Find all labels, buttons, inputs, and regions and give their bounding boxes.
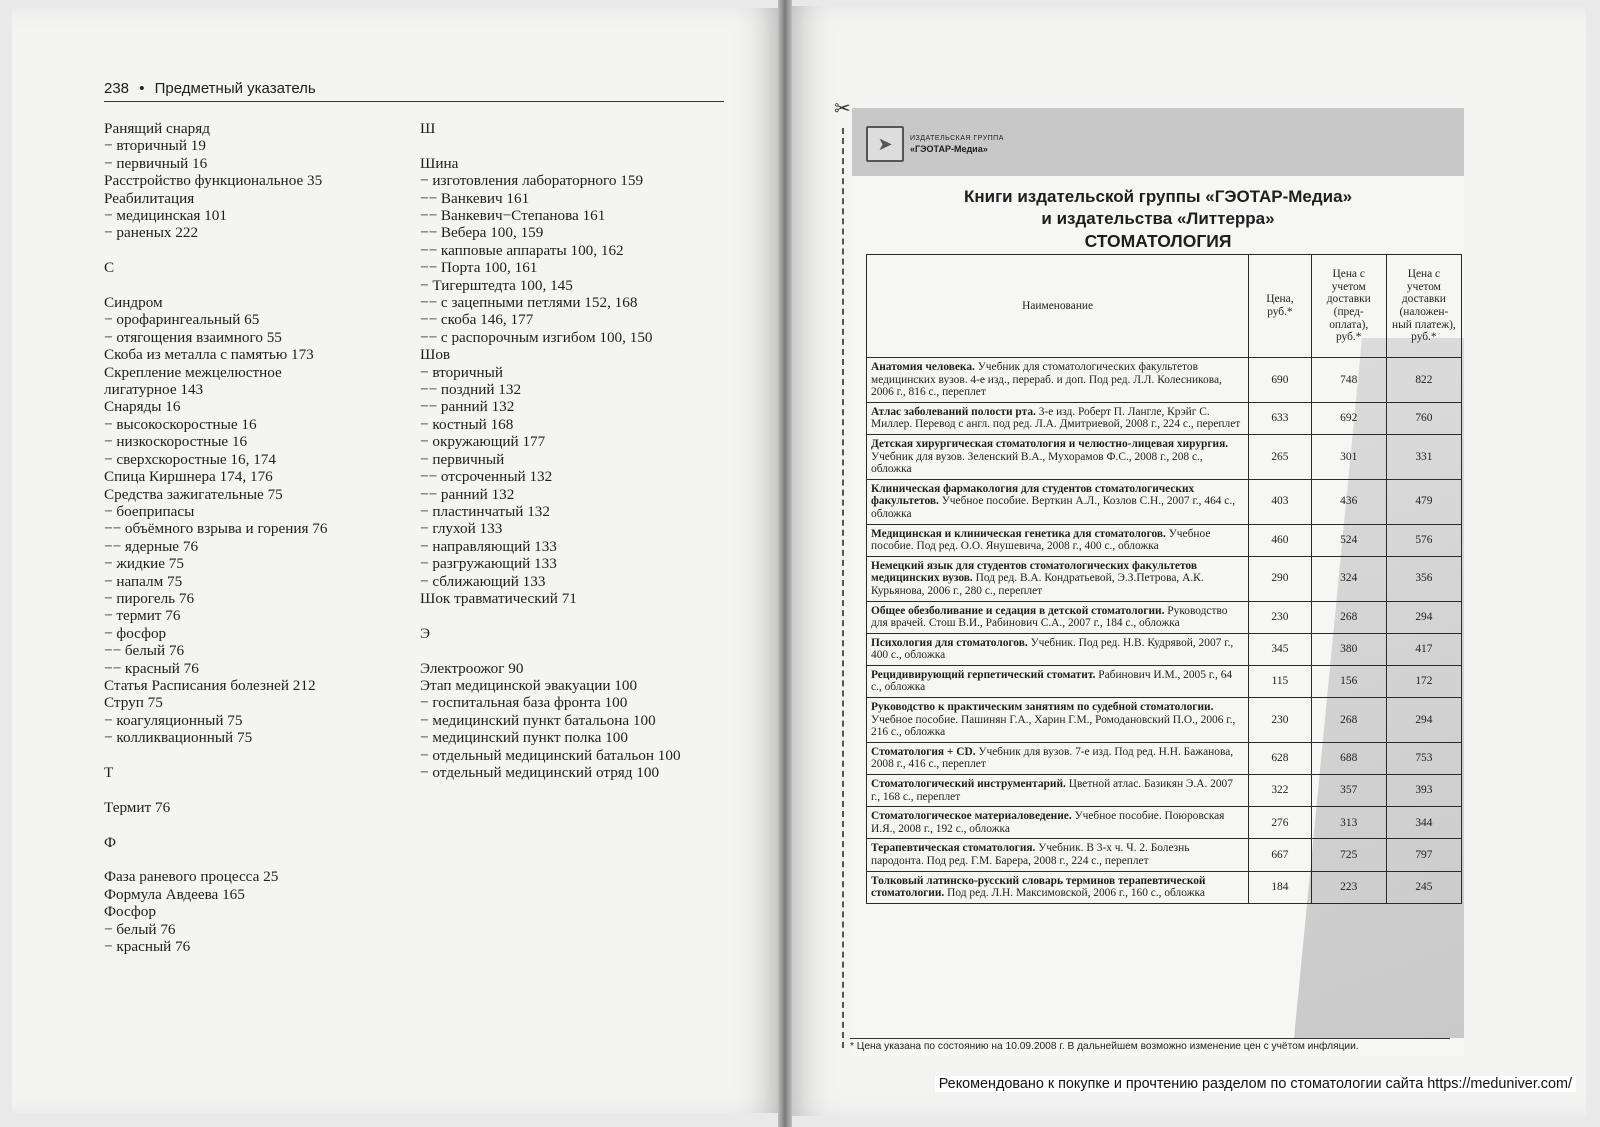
section-letter: Т <box>104 763 114 781</box>
index-entry: − красный 76 <box>104 938 191 955</box>
index-entry: − отдельный медицинский батальон 100 <box>420 746 681 764</box>
book-title: Терапевтическая стоматология. <box>871 842 1036 855</box>
index-entry: лигатурное 143 <box>104 381 204 399</box>
book-description <box>867 807 1249 839</box>
book-price-cod: 294 <box>1386 601 1461 633</box>
book-price-cod: 344 <box>1386 807 1461 839</box>
book-description <box>867 839 1249 871</box>
index-entry: −− ядерные 76 <box>104 537 199 555</box>
book-description <box>867 556 1249 601</box>
index-entry: − напалм 75 <box>104 572 183 590</box>
bullet: • <box>139 80 145 97</box>
index-entry: − вторичный <box>420 363 504 381</box>
section-letter: С <box>104 259 115 277</box>
book-description <box>867 665 1249 697</box>
book-title: Руководство к практическим занятиям по судебной стоматологии. <box>871 701 1214 714</box>
spacer <box>104 816 414 833</box>
book-description <box>867 434 1249 479</box>
index-entry: − медицинский пункт батальона 100 <box>420 711 656 729</box>
index-entry: −− с распорочным изгибом 100, 150 <box>420 328 653 346</box>
book-row <box>867 524 1462 556</box>
site-watermark: Рекомендовано к покупке и прочтению разделом по стоматологии сайта https://meduniver.com/ <box>935 1076 1576 1092</box>
book-row <box>867 665 1462 697</box>
book-price-prepaid: 268 <box>1311 601 1386 633</box>
index-column-left <box>104 120 414 955</box>
index-entry: Этап медицинской эвакуации 100 <box>420 676 638 694</box>
book-price: 230 <box>1249 601 1311 633</box>
book-price-cod: 356 <box>1386 556 1461 601</box>
index-entry: − термит 76 <box>104 607 181 625</box>
publisher-logo <box>866 126 1004 162</box>
index-entry: Шов <box>420 346 451 364</box>
index-entry: −− Вебера 100, 159 <box>420 224 544 242</box>
book-price: 184 <box>1249 871 1311 903</box>
book-price-cod: 245 <box>1386 871 1461 903</box>
book-price-prepaid: 357 <box>1311 775 1386 807</box>
book-price-prepaid: 268 <box>1311 698 1386 743</box>
catalog-title-line-2: и издательства «Литтерра» <box>1041 209 1275 228</box>
spacer <box>104 781 414 798</box>
book-description <box>867 601 1249 633</box>
book-price-prepaid: 301 <box>1311 434 1386 479</box>
book-description <box>867 633 1249 665</box>
book-title: Психология для стоматологов. <box>871 636 1028 649</box>
spacer <box>420 137 740 154</box>
index-entry: Фосфор <box>104 903 156 921</box>
book-price-cod: 331 <box>1386 434 1461 479</box>
index-entry: − первичный 16 <box>104 154 208 172</box>
book-price-cod: 393 <box>1386 775 1461 807</box>
book-title: Клиническая фармакология для студентов стоматологических факультетов. <box>871 482 1195 508</box>
index-entry: Средства зажигательные 75 <box>104 485 283 503</box>
book-price: 403 <box>1249 479 1311 524</box>
index-entry: − изготовления лабораторного 159 <box>420 172 644 190</box>
book-price-prepaid: 725 <box>1311 839 1386 871</box>
book-details: Учебник. В 3-х ч. Ч. 2. Болезнь пародонта. Под ред. Г.М. Барера, 2008 г., 224 с., переплет <box>871 842 1190 867</box>
book-details: Учебник для стоматологических факультетов медицинских вузов. 4-е изд., перераб. и доп. Под ред. Л.Л. Колесникова, 2006 г., 816 с., переплет <box>871 361 1222 399</box>
book-row <box>867 775 1462 807</box>
book-price-cod: 753 <box>1386 742 1461 774</box>
index-entry: − первичный <box>420 450 505 468</box>
book-price: 265 <box>1249 434 1311 479</box>
index-entry: −− поздний 132 <box>420 381 522 399</box>
catalog-card <box>852 108 1464 1056</box>
book-description <box>867 742 1249 774</box>
index-entry: −− скоба 146, 177 <box>420 311 534 329</box>
book-row <box>867 698 1462 743</box>
book-price-cod: 479 <box>1386 479 1461 524</box>
index-entry: −− объёмного взрыва и горения 76 <box>104 520 328 538</box>
book-price: 230 <box>1249 698 1311 743</box>
header-price-prepaid: Цена с учетом доставки (пред-оплата), руб.* <box>1311 255 1386 358</box>
page-number: 238 <box>104 80 130 97</box>
book-price: 276 <box>1249 807 1311 839</box>
index-entry: Ранящий снаряд <box>104 120 210 137</box>
book-price-cod: 417 <box>1386 633 1461 665</box>
index-entry: − отдельный медицинский отряд 100 <box>420 763 660 781</box>
book-row <box>867 358 1462 403</box>
book-details: Учебник для вузов. Зеленский В.А., Мухорамов Ф.С., 2008 г., 208 с., обложка <box>871 450 1203 476</box>
section-letter: Ш <box>420 120 436 137</box>
index-entry: Скоба из металла с памятью 173 <box>104 346 314 364</box>
book-details: Руководство для врачей. Стош В.И., Рабинович С.А., 2007 г., 184 с., обложка <box>871 604 1228 630</box>
index-entry: Фаза раневого процесса 25 <box>104 868 279 886</box>
index-entry: Реабилитация <box>104 189 195 207</box>
publisher-banner <box>852 108 1464 176</box>
book-price: 633 <box>1249 402 1311 434</box>
index-entry: − боеприпасы <box>104 502 195 520</box>
book-row <box>867 402 1462 434</box>
book-details: Учебник для вузов. 7-е изд. Под ред. Н.Н. Бажанова, 2008 г., 416 с., переплет <box>871 745 1234 771</box>
logo-line-1: ИЗДАТЕЛЬСКАЯ ГРУППА <box>910 135 1004 142</box>
index-entry: −− красный 76 <box>104 659 199 677</box>
spacer <box>104 242 414 259</box>
index-entry: Расстройство функциональное 35 <box>104 172 323 190</box>
book-row <box>867 479 1462 524</box>
cut-line <box>842 128 844 1048</box>
book-details: Учебное пособие. Верткин А.Л., Козлов С.Н., 2007 г., 464 с., обложка <box>871 495 1236 520</box>
logo-text <box>910 133 1004 155</box>
book-details: Рабинович И.М., 2005 г., 64 с., обложка <box>871 668 1233 694</box>
book-price-cod: 172 <box>1386 665 1461 697</box>
book-description <box>867 402 1249 434</box>
index-entry: − белый 76 <box>104 920 176 938</box>
book-row <box>867 633 1462 665</box>
index-entry: − костный 168 <box>420 415 514 433</box>
book-gutter <box>778 0 792 1127</box>
book-details: 3-е изд. Роберт П. Лангле, Крэйг С. Миллер. Перевод с англ. под ред. Л.А. Дмитриевой, 2008 г., 224 с., переплет <box>871 405 1241 431</box>
book-title: Общее обезболивание и седация в детской стоматологии. <box>871 604 1165 617</box>
index-entry: − глухой 133 <box>420 520 503 538</box>
book-title: Медицинская и клиническая генетика для стоматологов. <box>871 527 1166 540</box>
book-price: 290 <box>1249 556 1311 601</box>
book-price-prepaid: 156 <box>1311 665 1386 697</box>
index-entry: − сближающий 133 <box>420 572 546 590</box>
book-details: Под ред. В.А. Кондратьевой, Э.З.Петрова, А.К. Курьянова, 2006 г., 280 с., переплет <box>871 572 1204 597</box>
book-row <box>867 871 1462 903</box>
book-price-prepaid: 380 <box>1311 633 1386 665</box>
index-entry: − окружающий 177 <box>420 433 546 451</box>
index-entry: −− капповые аппараты 100, 162 <box>420 241 624 259</box>
running-head <box>104 80 724 102</box>
book-row <box>867 556 1462 601</box>
index-entry: −− отсроченный 132 <box>420 468 553 486</box>
index-entry: − фосфор <box>104 624 167 642</box>
index-entry: Статья Расписания болезней 212 <box>104 676 316 694</box>
index-entry: − вторичный 19 <box>104 137 206 155</box>
spacer <box>104 277 414 294</box>
spacer <box>104 851 414 868</box>
index-entry: Снаряды 16 <box>104 398 181 416</box>
spacer <box>104 747 414 764</box>
header-name: Наименование <box>867 255 1249 358</box>
book-title: Детская хирургическая стоматология и челюстно-лицевая хирургия. <box>871 437 1229 450</box>
book-price-prepaid: 313 <box>1311 807 1386 839</box>
book-price-cod: 760 <box>1386 402 1461 434</box>
book-row <box>867 839 1462 871</box>
book-price-prepaid: 223 <box>1311 871 1386 903</box>
index-entry: − направляющий 133 <box>420 537 557 555</box>
index-entry: − коагуляционный 75 <box>104 711 243 729</box>
section-letter: Э <box>420 624 431 642</box>
index-entry: Термит 76 <box>104 798 171 816</box>
book-title: Толковый латинско-русский словарь терминов терапевтической стоматологии. <box>871 874 1206 900</box>
price-footnote: * Цена указана по состоянию на 10.09.2008 г. В дальнейшем возможно изменение цен с учётом инфляции. <box>850 1038 1450 1052</box>
book-description <box>867 871 1249 903</box>
logo-arrow-icon: ➤ <box>866 126 904 162</box>
book-price-cod: 576 <box>1386 524 1461 556</box>
index-entry: Шок травматический 71 <box>420 589 577 607</box>
book-details: Учебное пособие. Под ред. О.О. Янушевича, 2008 г., 400 с., обложка <box>871 527 1211 553</box>
index-entry: −− Порта 100, 161 <box>420 259 538 277</box>
index-entry: −− Ванкевич−Степанова 161 <box>420 207 606 225</box>
index-entry: Синдром <box>104 294 163 312</box>
book-price: 690 <box>1249 358 1311 403</box>
spacer <box>420 607 740 624</box>
index-entry: − разгружающий 133 <box>420 555 557 573</box>
index-entry: −− ранний 132 <box>420 485 515 503</box>
index-entry: − низкоскоростные 16 <box>104 433 248 451</box>
book-title: Стоматологический инструментарий. <box>871 778 1066 791</box>
index-entry: Скрепление межцелюстное <box>104 363 282 381</box>
index-entry: Электроожог 90 <box>420 659 524 677</box>
index-entry: Шина <box>420 154 459 172</box>
index-entry: − госпитальная база фронта 100 <box>420 694 628 712</box>
book-price-prepaid: 692 <box>1311 402 1386 434</box>
index-entry: − отягощения взаимного 55 <box>104 328 282 346</box>
index-entry: − раненых 222 <box>104 224 199 242</box>
header-price: Цена, руб.* <box>1249 255 1311 358</box>
price-table-body <box>867 358 1462 904</box>
book-title: Стоматология + CD. <box>871 745 976 758</box>
book-row <box>867 742 1462 774</box>
scissors-icon: ✂ <box>834 96 851 120</box>
book-description <box>867 698 1249 743</box>
book-price: 345 <box>1249 633 1311 665</box>
book-price: 628 <box>1249 742 1311 774</box>
book-price-cod: 294 <box>1386 698 1461 743</box>
book-row <box>867 434 1462 479</box>
catalog-title-line-1: Книги издательской группы «ГЭОТАР-Медиа» <box>963 187 1353 206</box>
book-price: 667 <box>1249 839 1311 871</box>
book-details: Учебник. Под ред. Н.В. Кудрявой, 2007 г., 400 с., обложка <box>871 636 1234 662</box>
book-details: Учебное пособие. Пашинян Г.А., Харин Г.М., Ромодановский П.О., 2006 г., 216 с., обложка <box>871 713 1236 739</box>
index-entry: − орофарингеальный 65 <box>104 311 260 329</box>
book-description <box>867 524 1249 556</box>
book-title: Рецидивирующий герпетический стоматит. <box>871 668 1096 681</box>
book-row <box>867 807 1462 839</box>
index-entry: − колликвационный 75 <box>104 729 253 747</box>
book-price-prepaid: 524 <box>1311 524 1386 556</box>
book-details: Под ред. Л.Н. Максимовской, 2006 г., 160 с., обложка <box>944 887 1205 900</box>
index-entry: Спица Киршнера 174, 176 <box>104 468 273 486</box>
index-entry: − Тигерштедта 100, 145 <box>420 276 573 294</box>
index-entry: Формула Авдеева 165 <box>104 885 245 903</box>
book-price-prepaid: 748 <box>1311 358 1386 403</box>
book-price-cod: 797 <box>1386 839 1461 871</box>
index-column-right <box>420 120 740 781</box>
catalog-title <box>852 186 1464 252</box>
book-title: Анатомия человека. <box>871 361 975 373</box>
book-price-prepaid: 688 <box>1311 742 1386 774</box>
logo-line-2: «ГЭОТАР-Медиа» <box>910 144 988 154</box>
book-title: Стоматологическое материаловедение. <box>871 810 1072 823</box>
book-price-cod: 822 <box>1386 358 1461 403</box>
index-entry: − медицинская 101 <box>104 207 227 225</box>
book-price: 322 <box>1249 775 1311 807</box>
book-price-prepaid: 324 <box>1311 556 1386 601</box>
book-price: 460 <box>1249 524 1311 556</box>
index-entry: − пластинчатый 132 <box>420 502 550 520</box>
index-entry: −− Ванкевич 161 <box>420 189 530 207</box>
index-entry: − жидкие 75 <box>104 555 184 573</box>
index-entry: −− ранний 132 <box>420 398 515 416</box>
book-title: Атлас заболеваний полости рта. <box>871 405 1036 418</box>
index-entry: − медицинский пункт полка 100 <box>420 729 628 747</box>
header-price-cod: Цена с учетом доставки (наложен-ный платеж), руб.* <box>1386 255 1461 358</box>
price-table-header <box>867 255 1462 358</box>
index-entry: − высокоскоростные 16 <box>104 415 257 433</box>
book-row <box>867 601 1462 633</box>
running-title: Предметный указатель <box>154 80 316 97</box>
book-price-prepaid: 436 <box>1311 479 1386 524</box>
book-description <box>867 479 1249 524</box>
catalog-title-line-3: СТОМАТОЛОГИЯ <box>1084 231 1232 251</box>
index-entry: −− с зацепными петлями 152, 168 <box>420 294 638 312</box>
book-details: Цветной атлас. Базикян Э.А. 2007 г., 168 с., переплет <box>871 778 1233 803</box>
spacer <box>420 642 740 659</box>
book-description <box>867 775 1249 807</box>
book-details: Учебное пособие. Поюровская И.Я., 2008 г., 192 с., обложка <box>871 810 1225 835</box>
book-description <box>867 358 1249 403</box>
price-table <box>866 254 1462 904</box>
index-entry: −− белый 76 <box>104 642 185 660</box>
section-letter: Ф <box>104 833 116 851</box>
index-entry: − сверхскоростные 16, 174 <box>104 450 276 468</box>
book-title: Немецкий язык для студентов стоматологических факультетов медицинских вузов. <box>871 559 1197 585</box>
book-price: 115 <box>1249 665 1311 697</box>
index-entry: Струп 75 <box>104 694 163 712</box>
index-entry: − пирогель 76 <box>104 589 195 607</box>
